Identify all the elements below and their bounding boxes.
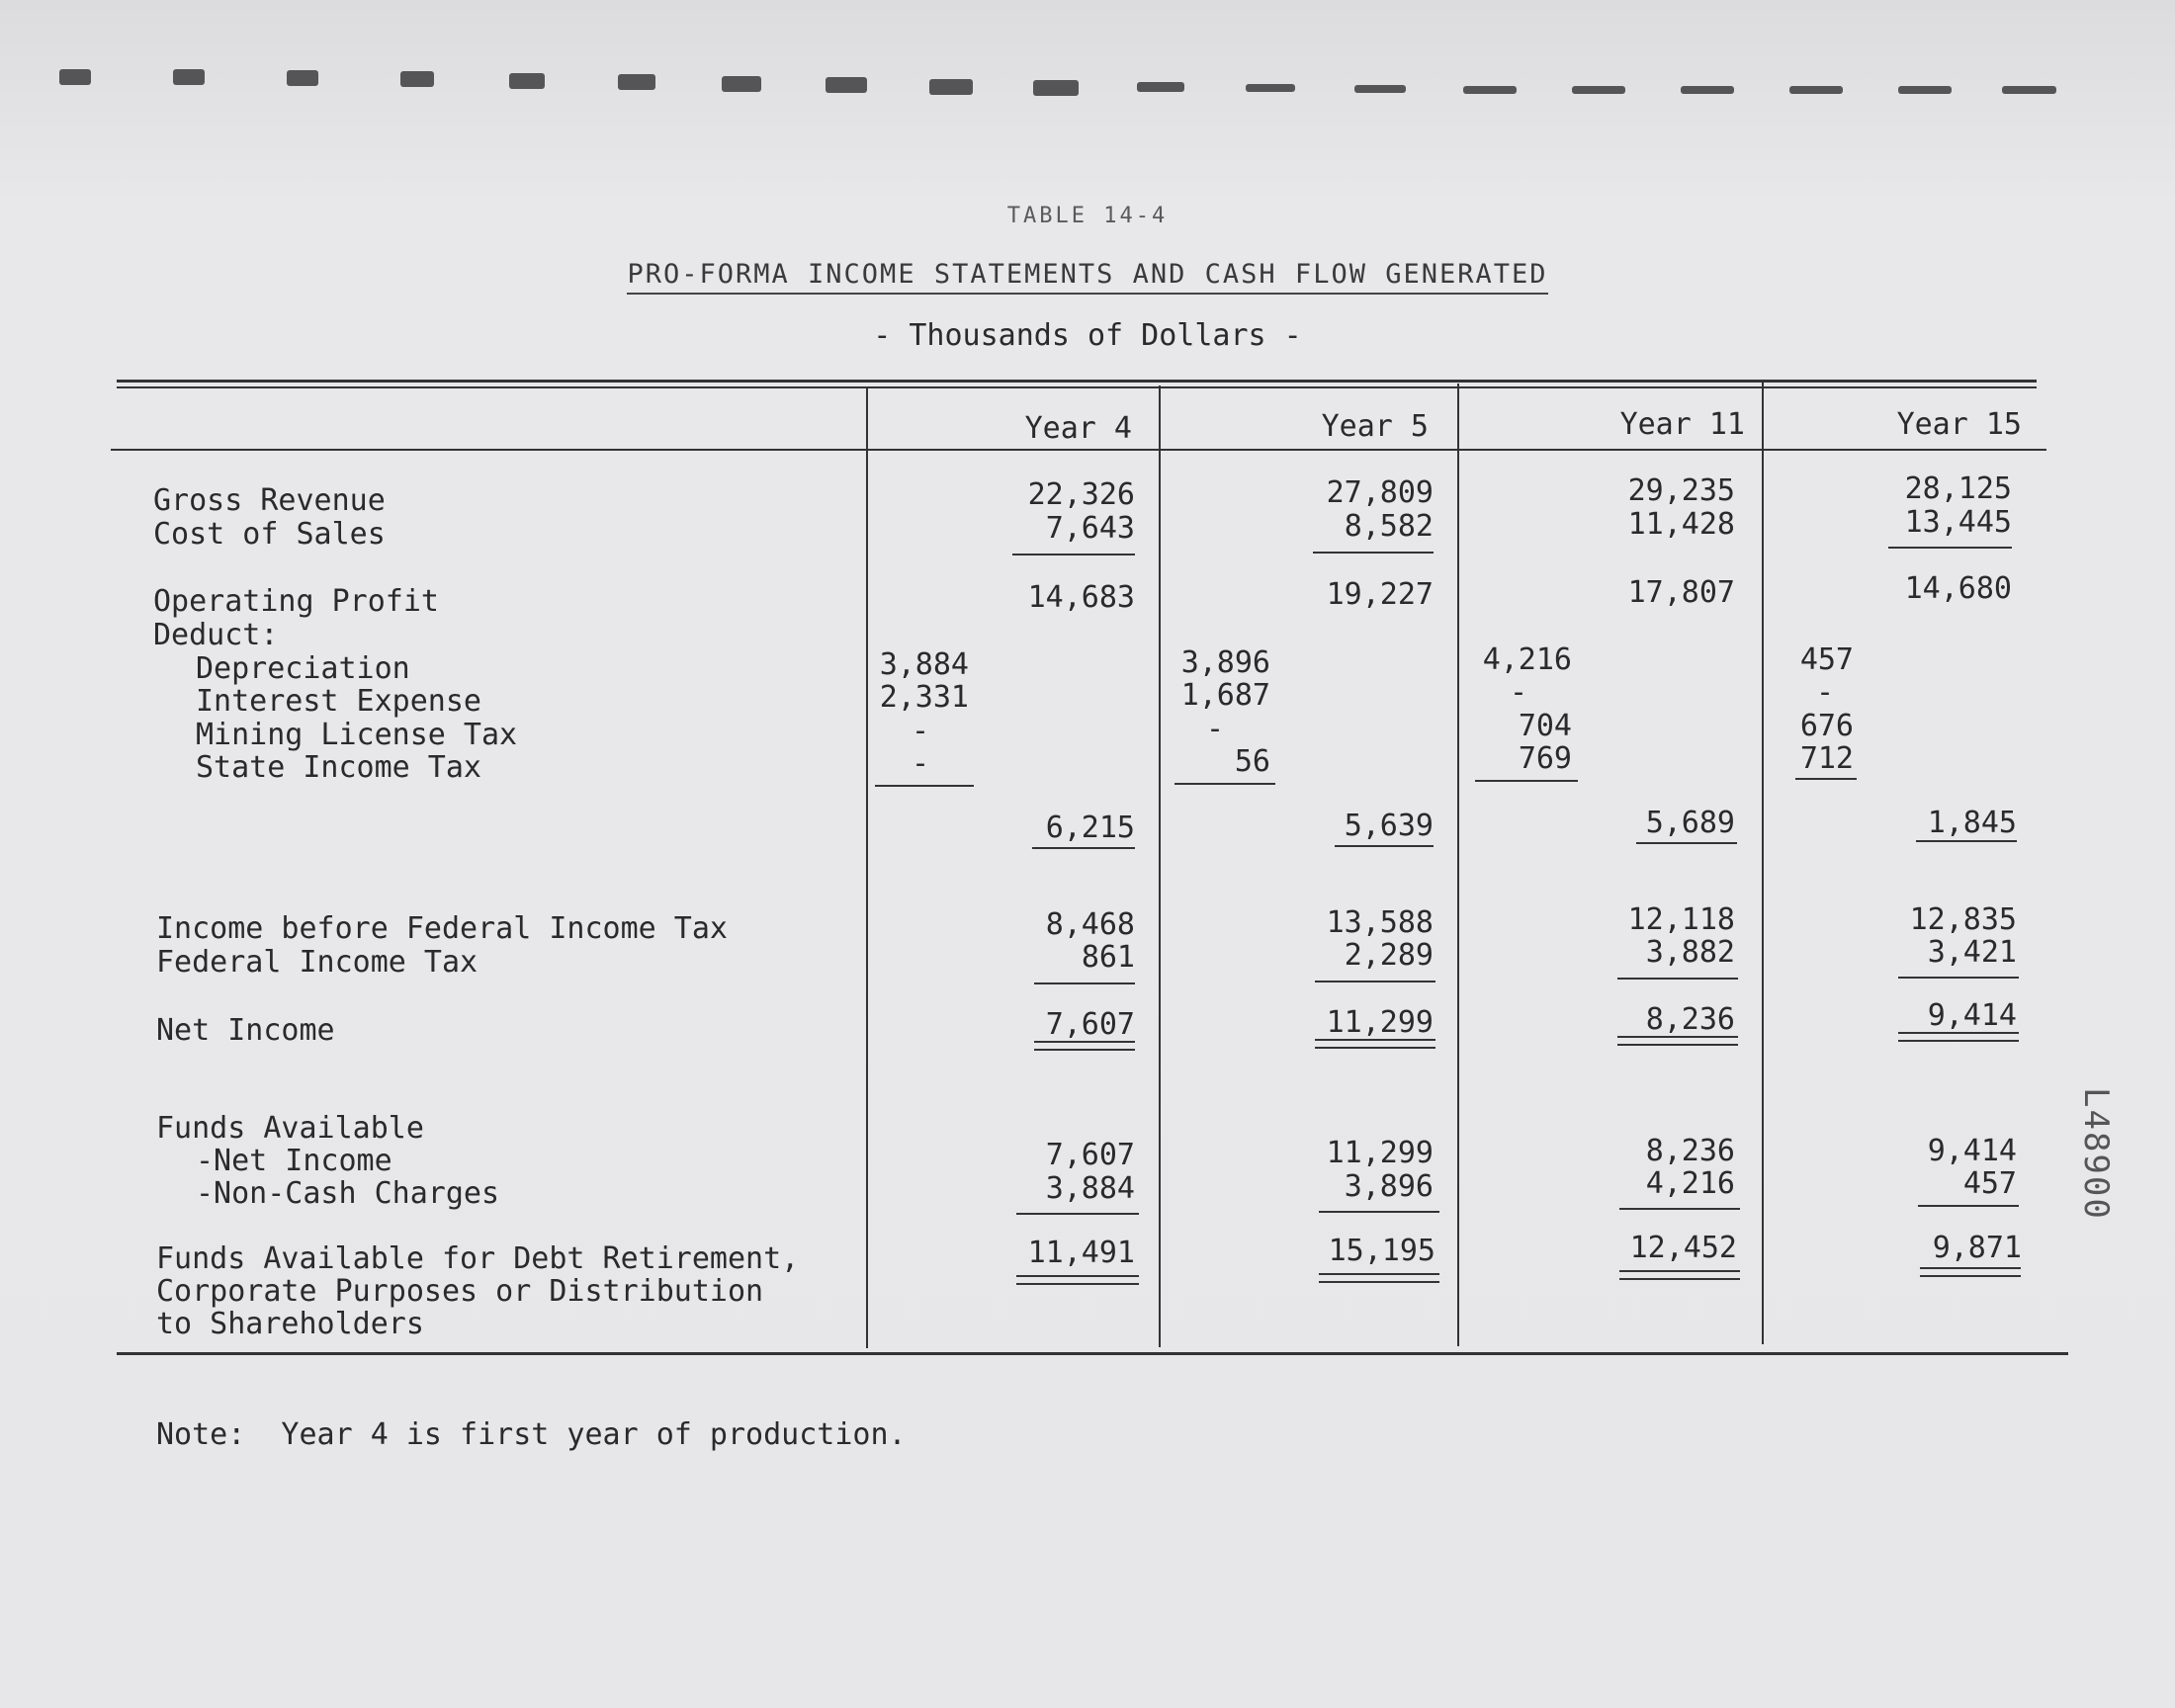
header-rule [111, 449, 2046, 451]
punch-hole [1572, 86, 1625, 94]
punch-hole [929, 79, 973, 95]
row-label-funds-debt-line-2: Corporate Purposes or Distribution [156, 1274, 764, 1309]
subtotal-rule [1918, 1205, 2019, 1207]
cell-state-income-tax-y5: 56 [1234, 744, 1270, 779]
cell-income-before-tax-y11: 12,118 [1627, 902, 1735, 937]
row-label-income-before-tax: Income before Federal Income Tax [156, 911, 728, 946]
subtotal-rule [1475, 780, 1578, 782]
cell-net-income-y5: 11,299 [1326, 1005, 1434, 1040]
column-divider [1159, 385, 1161, 1347]
punch-hole [1898, 86, 1952, 94]
punch-hole [618, 74, 655, 90]
cell-state-income-tax-y11: 769 [1518, 741, 1572, 776]
cell-funds-debt-y11: 12,452 [1629, 1231, 1737, 1265]
subtotal-rule [1916, 840, 2017, 842]
side-page-number: L48900 [2076, 1087, 2116, 1221]
subtotal-rule [1888, 547, 2012, 549]
cell-operating-profit-y5: 19,227 [1326, 577, 1434, 612]
punch-hole [400, 71, 434, 87]
cell-income-before-tax-y15: 12,835 [1909, 902, 2017, 937]
row-label-operating-profit: Operating Profit [153, 584, 439, 619]
cell-federal-income-tax-y11: 3,882 [1645, 935, 1735, 970]
column-divider [1762, 382, 1764, 1344]
cell-net-income-y11: 8,236 [1645, 1002, 1735, 1037]
cell-fa-non-cash-y15: 457 [1962, 1166, 2017, 1201]
cell-deduct-total-y11: 5,689 [1645, 806, 1735, 840]
cell-federal-income-tax-y5: 2,289 [1344, 938, 1434, 973]
column-header-year-4: Year 4 [1024, 411, 1132, 446]
cell-income-before-tax-y5: 13,588 [1326, 905, 1434, 940]
row-label-mining-license-tax: Mining License Tax [196, 718, 518, 752]
cell-cost-of-sales-y5: 8,582 [1344, 509, 1434, 544]
total-double-rule [1898, 1032, 2019, 1042]
row-label-federal-income-tax: Federal Income Tax [156, 945, 478, 980]
subtotal-rule [875, 785, 974, 787]
subtotal-rule [1174, 783, 1275, 785]
column-header-year-11: Year 11 [1619, 407, 1745, 442]
punch-hole [1246, 84, 1295, 92]
cell-interest-expense-y15: - [1815, 675, 1834, 710]
punch-hole [1681, 86, 1734, 94]
punch-hole [287, 70, 318, 86]
total-double-rule [1319, 1273, 1439, 1283]
cell-deduct-total-y4: 6,215 [1045, 811, 1135, 845]
cell-fa-net-income-y4: 7,607 [1045, 1138, 1135, 1172]
punch-hole [173, 69, 205, 85]
punch-hole [509, 73, 545, 89]
subtotal-rule [1313, 552, 1434, 554]
row-label-deduct: Deduct: [153, 618, 279, 652]
subtotal-rule [1319, 1211, 1439, 1213]
cell-state-income-tax-y15: 712 [1799, 741, 1854, 776]
column-divider [1457, 384, 1459, 1346]
cell-mining-license-tax-y11: 704 [1518, 709, 1572, 743]
row-label-funds-debt-line-3: to Shareholders [156, 1307, 424, 1341]
row-label-net-income: Net Income [156, 1013, 335, 1048]
cell-interest-expense-y5: 1,687 [1180, 678, 1270, 713]
cell-mining-license-tax-y4: - [911, 714, 929, 748]
cell-fa-net-income-y15: 9,414 [1927, 1134, 2017, 1168]
table-top-rule [117, 386, 2037, 388]
punch-hole [1354, 85, 1406, 93]
binding-holes [59, 61, 2066, 105]
document-title-text: PRO-FORMA INCOME STATEMENTS AND CASH FLOW GENERATED [627, 259, 1547, 295]
subtotal-rule [1032, 847, 1135, 849]
cell-net-income-y4: 7,607 [1045, 1007, 1135, 1042]
cell-funds-debt-y15: 9,871 [1932, 1231, 2022, 1265]
cell-fa-non-cash-y11: 4,216 [1645, 1166, 1735, 1201]
row-label-fa-non-cash-charges: -Non-Cash Charges [196, 1176, 500, 1211]
cell-depreciation-y4: 3,884 [879, 647, 969, 682]
punch-hole [1033, 80, 1079, 96]
cell-gross-revenue-y5: 27,809 [1326, 475, 1434, 510]
column-header-year-15: Year 15 [1896, 407, 2022, 442]
total-double-rule [1619, 1270, 1740, 1280]
footnote: Note: Year 4 is first year of production. [156, 1417, 907, 1452]
cell-operating-profit-y11: 17,807 [1627, 575, 1735, 610]
subtotal-rule [1016, 1213, 1139, 1215]
cell-mining-license-tax-y15: 676 [1799, 709, 1854, 743]
row-label-interest-expense: Interest Expense [196, 684, 481, 719]
subtotal-rule [1636, 842, 1737, 844]
cell-fa-net-income-y5: 11,299 [1326, 1136, 1434, 1170]
column-header-year-5: Year 5 [1321, 409, 1429, 444]
table-top-rule [117, 380, 2037, 383]
cell-mining-license-tax-y5: - [1205, 712, 1224, 746]
total-double-rule [1617, 1036, 1738, 1046]
cell-funds-debt-y5: 15,195 [1328, 1234, 1436, 1268]
table-bottom-rule [117, 1352, 2068, 1355]
row-label-funds-debt-line-1: Funds Available for Debt Retirement, [156, 1241, 800, 1276]
punch-hole [1137, 82, 1184, 92]
subtotal-rule [1034, 982, 1135, 984]
cell-deduct-total-y15: 1,845 [1927, 806, 2017, 840]
cell-cost-of-sales-y4: 7,643 [1045, 511, 1135, 546]
cell-fa-non-cash-y5: 3,896 [1344, 1169, 1434, 1204]
cell-state-income-tax-y4: - [911, 746, 929, 781]
document-subtitle: - Thousands of Dollars - [873, 318, 1302, 353]
cell-operating-profit-y4: 14,683 [1027, 580, 1135, 615]
cell-net-income-y15: 9,414 [1927, 998, 2017, 1033]
column-divider [866, 387, 868, 1348]
table-number: TABLE 14-4 [1006, 204, 1169, 228]
cell-deduct-total-y5: 5,639 [1344, 809, 1434, 843]
cell-income-before-tax-y4: 8,468 [1045, 907, 1135, 942]
row-label-state-income-tax: State Income Tax [196, 750, 481, 785]
cell-fa-non-cash-y4: 3,884 [1045, 1171, 1135, 1206]
document-title [0, 259, 2175, 290]
punch-hole [1789, 86, 1843, 94]
cell-federal-income-tax-y15: 3,421 [1927, 935, 2017, 970]
row-label-fa-net-income: -Net Income [196, 1144, 392, 1178]
cell-depreciation-y15: 457 [1799, 642, 1854, 677]
punch-hole [1463, 86, 1517, 94]
punch-hole [722, 76, 761, 92]
subtotal-rule [1898, 977, 2019, 979]
cell-cost-of-sales-y11: 11,428 [1627, 507, 1735, 542]
subtotal-rule [1795, 778, 1857, 780]
cell-fa-net-income-y11: 8,236 [1645, 1134, 1735, 1168]
punch-hole [2002, 86, 2056, 94]
subtotal-rule [1315, 981, 1436, 982]
cell-gross-revenue-y11: 29,235 [1627, 473, 1735, 508]
cell-cost-of-sales-y15: 13,445 [1904, 505, 2012, 540]
punch-hole [59, 69, 91, 85]
subtotal-rule [1012, 554, 1135, 555]
cell-gross-revenue-y15: 28,125 [1904, 471, 2012, 506]
cell-operating-profit-y15: 14,680 [1904, 571, 2012, 606]
cell-interest-expense-y4: 2,331 [879, 680, 969, 715]
total-double-rule [1034, 1041, 1135, 1051]
subtotal-rule [1335, 845, 1434, 847]
subtotal-rule [1619, 1208, 1740, 1210]
cell-funds-debt-y4: 11,491 [1027, 1236, 1135, 1270]
cell-depreciation-y11: 4,216 [1482, 642, 1572, 677]
punch-hole [826, 77, 867, 93]
cell-interest-expense-y11: - [1509, 675, 1527, 710]
cell-federal-income-tax-y4: 861 [1081, 940, 1135, 975]
cell-depreciation-y5: 3,896 [1180, 645, 1270, 680]
row-label-cost-of-sales: Cost of Sales [153, 517, 386, 552]
row-label-depreciation: Depreciation [196, 651, 410, 686]
total-double-rule [1016, 1275, 1139, 1285]
total-double-rule [1315, 1039, 1436, 1049]
total-double-rule [1920, 1267, 2021, 1277]
cell-gross-revenue-y4: 22,326 [1027, 477, 1135, 512]
row-label-gross-revenue: Gross Revenue [153, 483, 386, 518]
row-label-funds-available: Funds Available [156, 1111, 424, 1146]
subtotal-rule [1617, 978, 1738, 980]
